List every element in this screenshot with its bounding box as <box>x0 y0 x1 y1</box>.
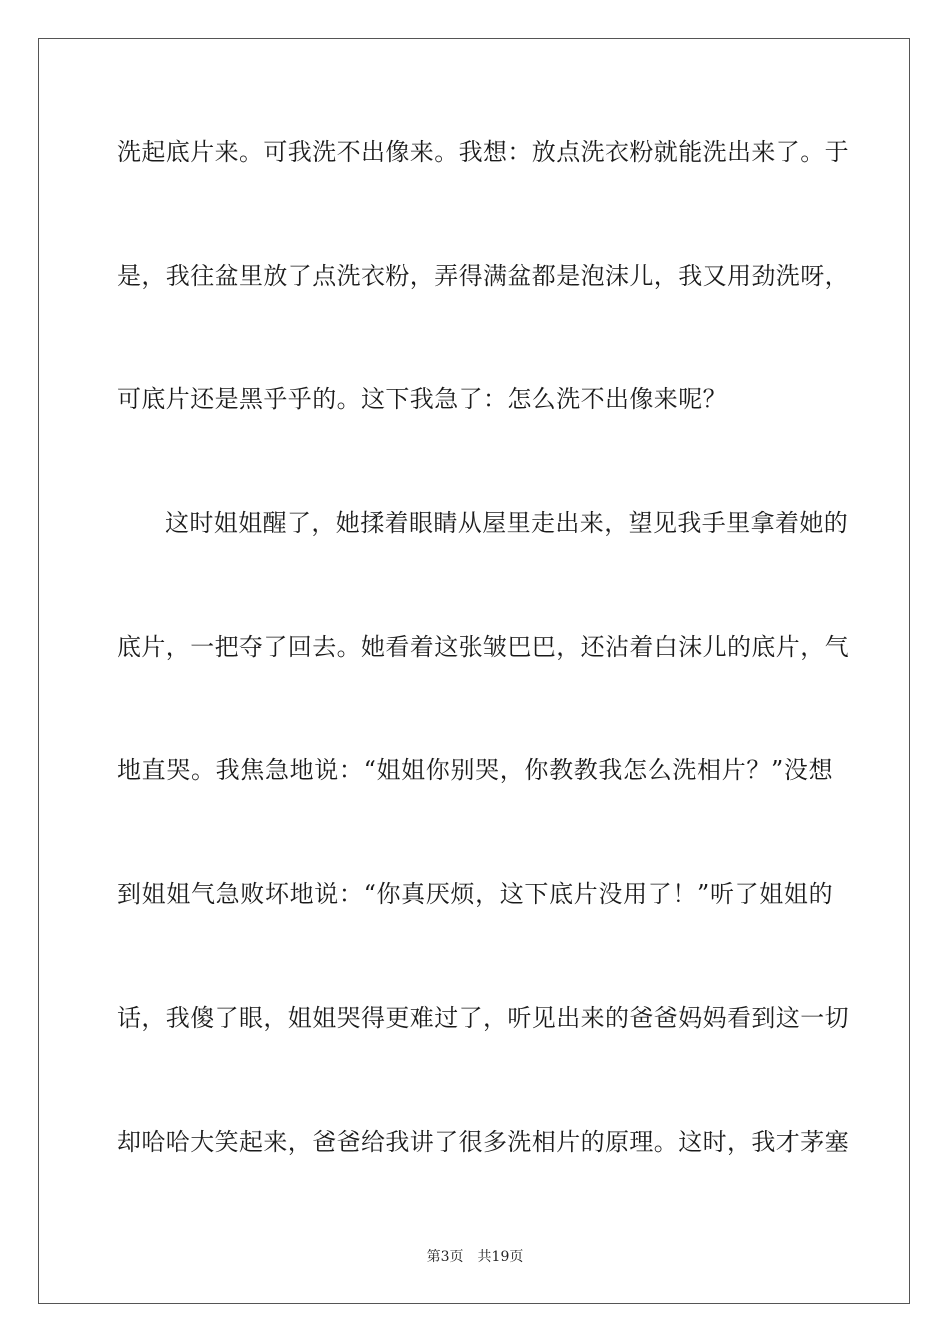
body-line-5: 底片，一把夺了回去。她看着这张皱巴巴，还沾着白沫儿的底片，气 <box>117 633 849 661</box>
body-line-9: 却哈哈大笑起来，爸爸给我讲了很多洗相片的原理。这时，我才茅塞 <box>117 1128 849 1156</box>
body-line-1: 洗起底片来。可我洗不出像来。我想：放点洗衣粉就能洗出来了。于 <box>117 138 849 166</box>
body-line-7: 到姐姐气急败坏地说：“你真厌烦，这下底片没用了！”听了姐姐的 <box>117 880 833 908</box>
page-number: 第3页 <box>426 1249 464 1265</box>
body-line-2: 是，我往盆里放了点洗衣粉，弄得满盆都是泡沫儿，我又用劲洗呀， <box>117 262 849 290</box>
body-line-4: 这时姐姐醒了，她揉着眼睛从屋里走出来，望见我手里拿着她的 <box>165 509 849 537</box>
page-border <box>38 38 910 1304</box>
body-line-3: 可底片还是黑乎乎的。这下我急了：怎么洗不出像来呢？ <box>117 385 727 413</box>
page-footer <box>0 1248 950 1266</box>
body-line-8: 话，我傻了眼，姐姐哭得更难过了，听见出来的爸爸妈妈看到这一切 <box>117 1004 849 1032</box>
body-line-6: 地直哭。我焦急地说：“姐姐你别哭，你教教我怎么洗相片？”没想 <box>117 756 833 784</box>
page-total: 共19页 <box>477 1249 524 1265</box>
